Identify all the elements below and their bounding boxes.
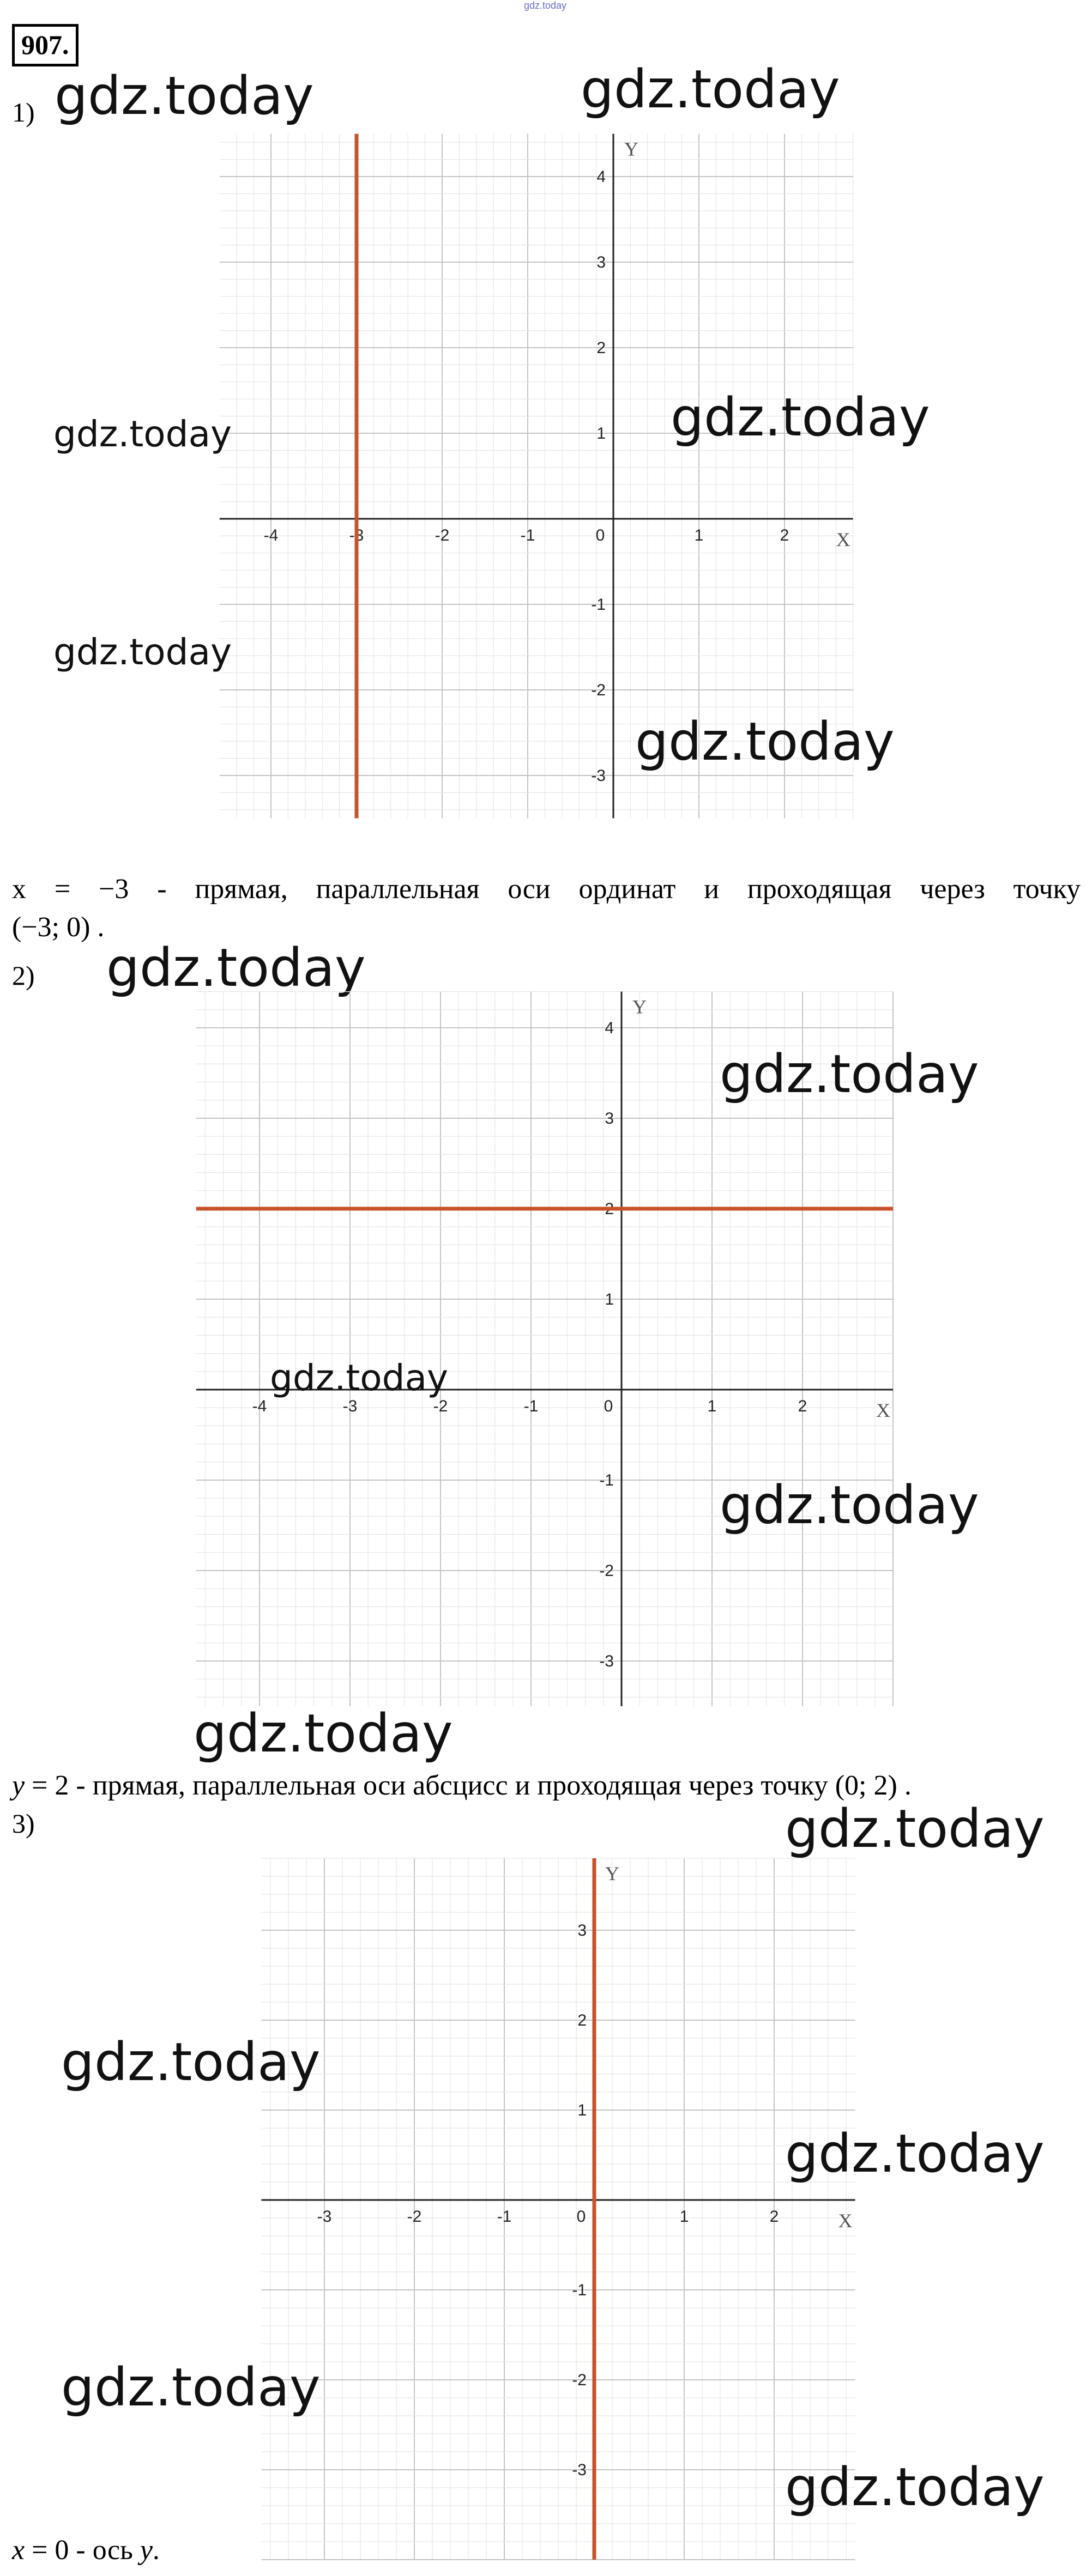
y-tick-label: -1 [591,596,606,614]
y-axis-label: Y [605,1863,619,1884]
x-tick-label: 1 [694,526,704,544]
y-tick-label: -2 [572,2371,587,2389]
problem-number: 907. [12,24,79,66]
x-tick-label: -1 [520,526,535,544]
watermark: gdz.today [785,2457,1045,2518]
x-tick-label: -2 [435,526,450,544]
y-tick-label: -1 [599,1471,614,1489]
watermark: gdz.today [785,2123,1045,2184]
part-3-text: = 0 - ось [25,2535,140,2566]
top-watermark: gdz.today [523,0,567,11]
watermark: gdz.today [671,387,930,448]
x-tick-label: 0 [604,1397,613,1415]
watermark: gdz.today [61,2357,321,2418]
x-tick-label: -3 [349,526,364,544]
watermark: gdz.today [53,413,232,455]
y-axis-label: Y [624,138,638,160]
x-tick-label: -1 [523,1397,539,1415]
graph-3 [256,1850,853,2545]
y-tick-label: 4 [605,1019,614,1037]
x-tick-label: 2 [780,526,789,544]
part-2-text: = 2 - прямая, параллельная оси абсцисс и проходящая через точку (0; 2) . [25,1770,912,1801]
y-tick-label: -3 [599,1652,614,1670]
part-2-math: y [12,1770,25,1801]
y-tick-label: -2 [591,681,606,699]
y-tick-label: 3 [605,1110,614,1128]
y-tick-label: 1 [577,2101,587,2119]
y-tick-label: 1 [605,1290,614,1308]
y-tick-label: 2 [596,339,606,357]
x-tick-label: -4 [263,526,279,544]
watermark: gdz.today [720,1044,979,1105]
part-1-math: x = −3 [12,874,129,905]
watermark: gdz.today [55,65,314,126]
y-tick-label: 1 [596,425,606,443]
y-tick-label: 4 [596,168,606,186]
watermark: gdz.today [270,1357,449,1399]
y-axis-label: Y [632,996,647,1018]
x-tick-label: 0 [595,526,605,544]
part-3-label: 3) [12,1808,35,1839]
part-2-description [12,1768,912,1803]
watermark: gdz.today [635,711,895,772]
watermark: gdz.today [61,2032,321,2093]
part-1-text: - прямая, параллельная оси ординат и проходящая через точку [129,874,1081,905]
part-3-math-2: y [140,2535,153,2566]
x-tick-label: -4 [252,1397,267,1415]
watermark: gdz.today [785,1798,1045,1859]
y-tick-label: 2 [577,2011,587,2029]
y-tick-label: 3 [596,253,606,271]
y-tick-label: 3 [577,1922,587,1939]
watermark: gdz.today [106,937,366,998]
y-tick-label: -3 [591,767,606,785]
watermark: gdz.today [194,1703,453,1764]
x-axis-label: X [876,1399,890,1421]
x-tick-label: 0 [576,2208,586,2226]
watermark: gdz.today [720,1475,979,1536]
part-3-math: x [12,2535,25,2566]
part-3-text-end: . [152,2535,160,2566]
y-tick-label: -2 [599,1562,614,1580]
watermark: gdz.today [53,631,232,673]
part-1-label: 1) [12,97,35,128]
x-tick-label: -1 [497,2208,512,2226]
y-tick-label: 2 [605,1200,614,1218]
x-tick-label: -3 [342,1397,358,1415]
part-3-description [12,2533,160,2568]
x-tick-label: 1 [679,2208,689,2226]
part-1-point: (−3; 0) . [12,912,105,943]
x-axis-label: X [836,529,850,550]
x-axis-label: X [838,2210,853,2232]
x-tick-label: 1 [707,1397,717,1415]
x-tick-label: -3 [317,2208,332,2226]
part-1-description [12,872,1081,907]
y-tick-label: -3 [572,2461,587,2479]
y-tick-label: -1 [572,2281,587,2299]
part-2-label: 2) [12,960,35,991]
x-tick-label: -2 [433,1397,448,1415]
x-tick-label: -2 [407,2208,422,2226]
x-tick-label: 2 [769,2208,779,2226]
watermark: gdz.today [581,59,840,120]
x-tick-label: 2 [798,1397,807,1415]
